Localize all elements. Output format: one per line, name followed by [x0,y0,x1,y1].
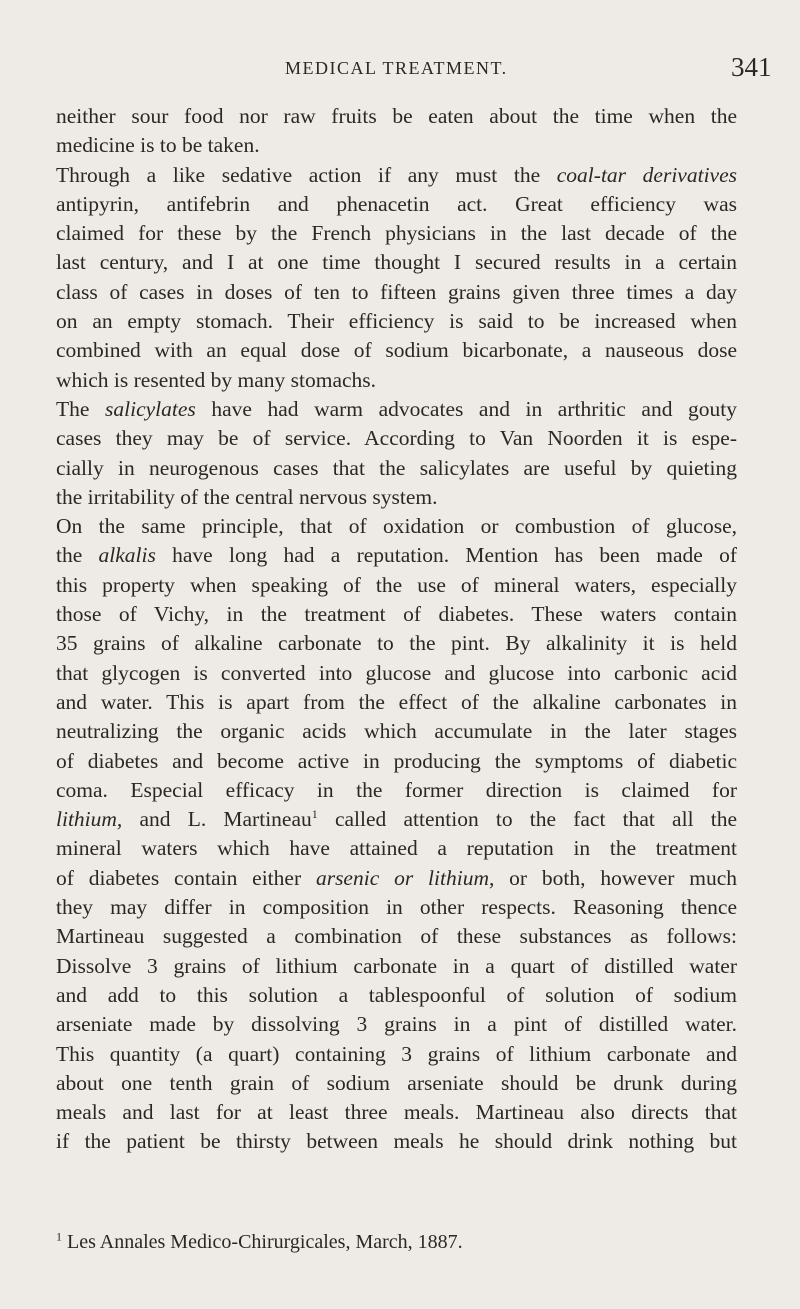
text-run: have had warm advocates and in arthritic and gouty [195,396,737,421]
text-run: of diabetes and become active in producing the symptoms of diabetic [56,748,737,773]
text-run: called attention to the fact that all the [317,807,737,832]
text-run: last century, and I at one time thought I secured results in a certain [56,250,737,275]
text-run: which is resented by many stomachs. [56,367,377,392]
text-line [56,190,737,219]
italic-term: alkalis [98,543,156,568]
footnote-text: Les Annales Medico-Chirurgicales, March, 1887. [67,1231,463,1253]
italic-term: lithium, [56,807,123,832]
text-line [56,483,737,512]
text-run: those of Vichy, in the treatment of diabetes. These waters contain [56,602,737,627]
italic-term: arsenic or lithium, [315,865,495,890]
text-line [56,1127,737,1156]
text-line [56,424,737,453]
text-run: class of cases in doses of ten to fifteen grains given three times a day [56,279,737,304]
text-run: if the patient be thirsty between meals he should drink nothing but [56,1129,737,1154]
text-run: and add to this solution a tablespoonful of solution of sodium [56,982,737,1007]
text-line [56,102,737,131]
text-line [56,1069,737,1098]
text-run: of diabetes contain either [56,865,316,890]
text-run: or both, however much [494,865,738,890]
text-line [56,366,737,395]
footnote-reference: 1 [311,806,318,821]
footnote [56,1229,737,1255]
text-line [56,454,737,483]
text-run: cially in neurogenous cases that the salicylates are useful by quieting [56,455,737,480]
text-line [56,717,737,746]
text-run: cases they may be of service. According to Van Noorden it is espe- [56,426,737,451]
text-run: mineral waters which have attained a reputation in the treatment [56,836,737,861]
text-run: antipyrin, antifebrin and phenacetin act. Great efficiency was [56,191,737,216]
text-run: the [56,543,99,568]
text-line [56,541,737,570]
text-line [56,219,737,248]
text-run: coma. Especial efficacy in the former direction is claimed for [56,777,737,802]
text-run: This quantity (a quart) containing 3 grains of lithium carbonate and [56,1041,737,1066]
text-line [56,922,737,951]
text-line [56,688,737,717]
text-line [56,952,737,981]
text-line [56,512,737,541]
text-line [56,864,737,893]
text-line [56,1098,737,1127]
footnote-marker: 1 [56,1229,62,1244]
text-run: this property when speaking of the use of mineral waters, especially [56,572,737,597]
text-line [56,629,737,658]
text-line [56,1040,737,1069]
text-line [56,893,737,922]
text-line [56,395,737,424]
text-line [56,336,737,365]
page-number: 341 [731,52,772,82]
text-line [56,307,737,336]
body-text [56,102,737,1157]
text-line [56,659,737,688]
text-run: have long had a reputation. Mention has been made of [155,543,737,568]
text-line [56,981,737,1010]
text-run: Martineau suggested a combination of these substances as follows: [56,924,737,949]
text-line [56,571,737,600]
text-line [56,161,737,190]
text-run: arseniate made by dissolving 3 grains in a pint of distilled water. [56,1012,737,1037]
text-run: claimed for these by the French physicians in the last decade of the [56,221,737,246]
text-run: Dissolve 3 grains of lithium carbonate in a quart of distilled water [56,953,737,978]
italic-term: coal-tar derivatives [556,162,737,187]
text-run: they may differ in composition in other respects. Reasoning thence [56,895,737,920]
text-line [56,278,737,307]
text-run: that glycogen is converted into glucose and glucose into carbonic acid [56,660,737,685]
text-line [56,600,737,629]
text-run: about one tenth grain of sodium arseniate should be drunk during [56,1070,737,1095]
text-line [56,1010,737,1039]
text-line [56,131,737,160]
text-run: and water. This is apart from the effect of the alkaline carbonates in [56,689,737,714]
text-line [56,805,737,834]
text-run: combined with an equal dose of sodium bicarbonate, a nauseous dose [56,338,737,363]
text-run: 35 grains of alkaline carbonate to the pint. By alkalinity it is held [56,631,737,656]
text-run: neither sour food nor raw fruits be eaten about the time when the [56,104,737,128]
text-run: neutralizing the organic acids which accumulate in the later stages [56,719,737,744]
running-head: MEDICAL TREATMENT. [285,58,508,78]
text-run: Through a like sedative action if any must the [56,162,557,187]
text-run: meals and last for at least three meals. Martineau also directs that [56,1100,737,1125]
text-run: the irritability of the central nervous system. [56,484,438,509]
text-line [56,747,737,776]
text-run: medicine is to be taken. [56,133,260,158]
text-line [56,776,737,805]
page-header [0,52,800,92]
text-run: The [56,396,105,421]
text-run: On the same principle, that of oxidation or combustion of glucose, [56,514,737,539]
text-line [56,834,737,863]
text-run: on an empty stomach. Their efficiency is said to be increased when [56,309,737,334]
text-run: and L. Martineau [122,807,312,832]
text-line [56,248,737,277]
italic-term: salicylates [105,396,196,421]
